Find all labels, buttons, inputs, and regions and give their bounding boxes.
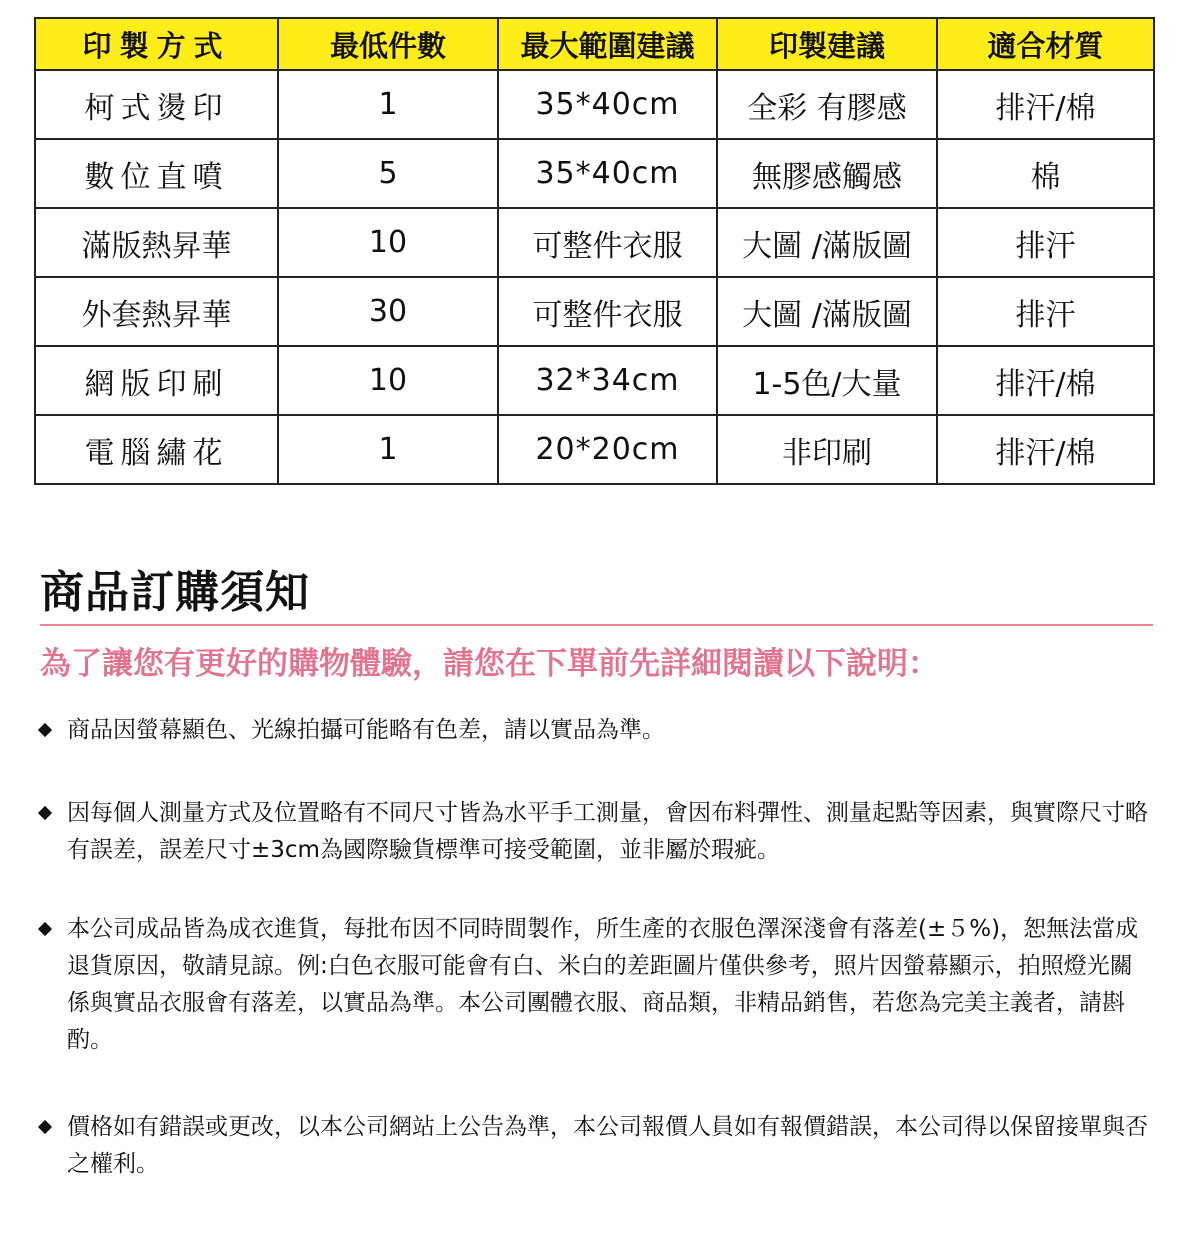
material-cell: 棉: [937, 139, 1154, 208]
header-print-advice: 印製建議: [717, 18, 937, 70]
method-cell: 外套熱昇華: [35, 277, 278, 346]
min-quantity-cell: 1: [278, 70, 498, 139]
notice-item-text: 本公司成品皆為成衣進貨，每批布因不同時間製作，所生產的衣服色澤深淺會有落差(±５%)，恕無法當成退貨原因，敬請見諒。例:白色衣服可能會有白、米白的差距圖片僅供參考，照片因螢幕顯示，拍照燈光關係與實品衣服會有落差，以實品為準。本公司團體衣服、商品類，非精品銷售，若您為完美主義者，請斟酌。: [67, 916, 1139, 1053]
table-row: [35, 277, 1154, 346]
header-min-quantity: 最低件數: [278, 18, 498, 70]
table-row: [35, 208, 1154, 277]
notice-item: [40, 911, 1153, 1059]
range-cell: 可整件衣服: [498, 277, 717, 346]
notice-item-text: 價格如有錯誤或更改，以本公司網站上公告為準，本公司報價人員如有報價錯誤，本公司得以保留接單與否之權利。: [67, 1114, 1148, 1177]
advice-cell: 無膠感觸感: [717, 139, 937, 208]
min-quantity-cell: 10: [278, 346, 498, 415]
table-row: [35, 415, 1154, 484]
printing-methods-table: [34, 17, 1155, 485]
diamond-bullet-icon: [38, 806, 52, 820]
method-cell: 滿版熱昇華: [35, 208, 278, 277]
range-cell: 35*40cm: [498, 139, 717, 208]
material-cell: 排汗/棉: [937, 70, 1154, 139]
table-row: [35, 139, 1154, 208]
min-quantity-cell: 5: [278, 139, 498, 208]
material-cell: 排汗: [937, 208, 1154, 277]
method-cell: 網版印刷: [35, 346, 278, 415]
method-cell: 柯式燙印: [35, 70, 278, 139]
min-quantity-cell: 30: [278, 277, 498, 346]
advice-cell: 大圖 /滿版圖: [717, 208, 937, 277]
table-row: [35, 346, 1154, 415]
notice-item-text: 商品因螢幕顯色、光線拍攝可能略有色差，請以實品為準。: [67, 717, 665, 743]
notice-item: [40, 795, 1153, 869]
notice-subtitle: 為了讓您有更好的購物體驗，請您在下單前先詳細閱讀以下說明：: [40, 646, 939, 682]
material-cell: 排汗: [937, 277, 1154, 346]
range-cell: 可整件衣服: [498, 208, 717, 277]
advice-cell: 大圖 /滿版圖: [717, 277, 937, 346]
header-material: 適合材質: [937, 18, 1154, 70]
diamond-bullet-icon: [38, 1120, 52, 1134]
advice-cell: 全彩 有膠感: [717, 70, 937, 139]
range-cell: 20*20cm: [498, 415, 717, 484]
header-max-range: 最大範圍建議: [498, 18, 717, 70]
table-row: [35, 70, 1154, 139]
range-cell: 35*40cm: [498, 70, 717, 139]
range-cell: 32*34cm: [498, 346, 717, 415]
material-cell: 排汗/棉: [937, 415, 1154, 484]
min-quantity-cell: 10: [278, 208, 498, 277]
diamond-bullet-icon: [38, 922, 52, 936]
min-quantity-cell: 1: [278, 415, 498, 484]
title-divider: [40, 624, 1153, 626]
header-method: 印製方式: [35, 18, 278, 70]
material-cell: 排汗/棉: [937, 346, 1154, 415]
table-header-row: [35, 18, 1154, 70]
advice-cell: 非印刷: [717, 415, 937, 484]
diamond-bullet-icon: [38, 723, 52, 737]
method-cell: 電腦繡花: [35, 415, 278, 484]
method-cell: 數位直噴: [35, 139, 278, 208]
notice-item: [40, 1109, 1153, 1183]
notice-item: [40, 712, 1153, 749]
advice-cell: 1-5色/大量: [717, 346, 937, 415]
notice-item-text: 因每個人測量方式及位置略有不同尺寸皆為水平手工測量，會因布料彈性、測量起點等因素，與實際尺寸略有誤差，誤差尺寸±3cm為國際驗貨標準可接受範圍，並非屬於瑕疵。: [67, 800, 1148, 863]
notice-title: 商品訂購須知: [40, 567, 310, 618]
notice-list: [40, 712, 1153, 1233]
